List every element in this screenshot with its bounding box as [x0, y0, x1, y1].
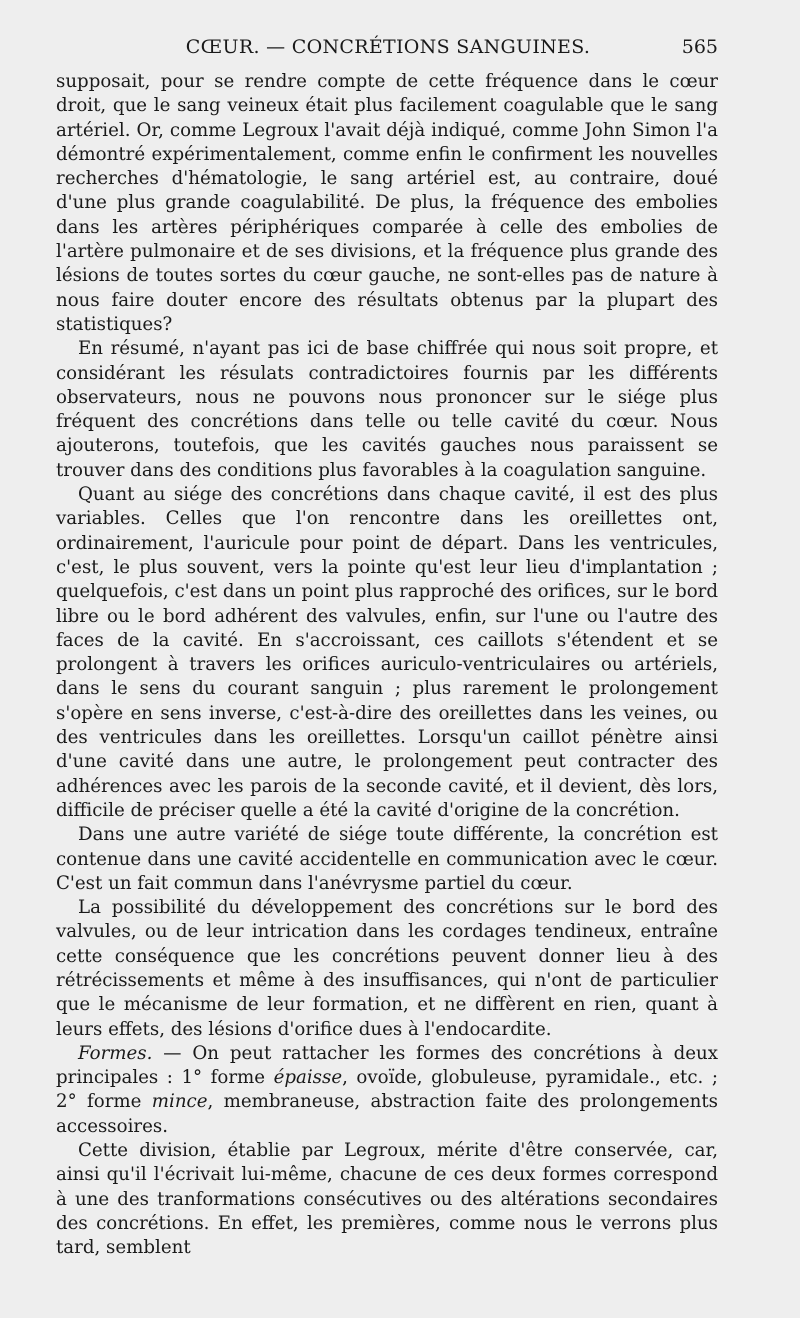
paragraph: En résumé, n'ayant pas ici de base chiffrée qui nous soit propre, et considérant les résulats contradictoires fournis par les différents observateurs, nous ne pouvons nous prononcer sur le siége plus fréquent des concrétions dans telle ou telle cavité du cœur. Nous ajouterons, toutefois, que les cavités gauches nous paraissent se trouver dans des conditions plus favorables à la coagulation sanguine. [56, 338, 718, 481]
section-label-formes: Formes. [78, 1042, 153, 1064]
text-run: , membraneuse, abstraction faite des prolongements accessoires. [56, 1091, 718, 1137]
paragraph: La possibilité du développement des concrétions sur le bord des valvules, ou de leur intrication dans les cordages tendineux, entraîne cette conséquence que les concrétions peuvent donner lieu à des rétrécissements et même à des insuffisances, qui n'ont de particulier que le mécanisme de leur formation, et ne diffèrent en rien, quant à leurs effets, des lésions d'orifice dues à l'endocardite. [56, 897, 718, 1040]
paragraph: Quant au siége des concrétions dans chaque cavité, il est des plus variables. Celles que l'on rencontre dans les oreillettes ont, ordinairement, l'auricule pour point de départ. Dans les ventricules, c'est, le plus souvent, vers la pointe qu'est leur lieu d'implantation ; quelquefois, c'est dans un point plus rapproché des orifices, sur le bord libre ou le bord adhérent des valvules, enfin, sur l'une ou l'autre des faces de la cavité. En s'accroissant, ces caillots s'étendent et se prolongent à travers les orifices auriculo-ventriculaires ou artériels, dans le sens du courant sanguin ; plus rarement le prolongement s'opère en sens inverse, c'est-à-dire des oreillettes dans les veines, ou des ventricules dans les oreillettes. Lorsqu'un caillot pénètre ainsi d'une cavité dans une autre, le prolongement peut contracter des adhérences avec les parois de la seconde cavité, et il devient, dès lors, difficile de préciser quelle a été la cavité d'origine de la concrétion. [56, 484, 718, 821]
paragraph: Cette division, établie par Legroux, mérite d'être conservée, car, ainsi qu'il l'écrivait lui-même, chacune de ces deux formes correspond à une des tranformations consécutives ou des altérations secondaires des concrétions. En effet, les premières, comme nous le verrons plus tard, semblent [56, 1140, 718, 1259]
paragraph-continued: supposait, pour se rendre compte de cette fréquence dans le cœur droit, que le sang veineux était plus facilement coagulable que le sang artériel. Or, comme Legroux l'avait déjà indiqué, comme John Simon l'a démontré expérimentalement, comme enfin le confirment les nouvelles recherches d'hématologie, le sang artériel est, au contraire, doué d'une plus grande coagulabilité. De plus, la fréquence des embolies dans les artères périphériques comparée à celle des embolies de l'artère pulmonaire et de ses divisions, et la fréquence plus grande des lésions de toutes sortes du cœur gauche, ne sont-elles pas de nature à nous faire douter encore des résultats obtenus par la plupart des statistiques? [56, 71, 718, 335]
running-title: CŒUR. — CONCRÉTIONS SANGUINES. [185, 36, 591, 58]
emphasis-mince: mince [151, 1091, 208, 1113]
paragraph: Dans une autre variété de siége toute différente, la concrétion est contenue dans une cavité accidentelle en communication avec le cœur. C'est un fait commun dans l'anévrysme partiel du cœur. [56, 824, 718, 894]
text-run: , ovoïde, globuleuse, pyramidale., etc. ; 2° forme [56, 1067, 718, 1113]
paragraph-formes [56, 1042, 718, 1139]
page-number: 565 [681, 36, 718, 58]
body-text [56, 70, 718, 1261]
page-header [58, 36, 718, 62]
emphasis-epaisse: épaisse [273, 1067, 343, 1089]
text-run: — On peut rattacher les formes des concrétions à deux principales : 1° forme [56, 1042, 718, 1089]
